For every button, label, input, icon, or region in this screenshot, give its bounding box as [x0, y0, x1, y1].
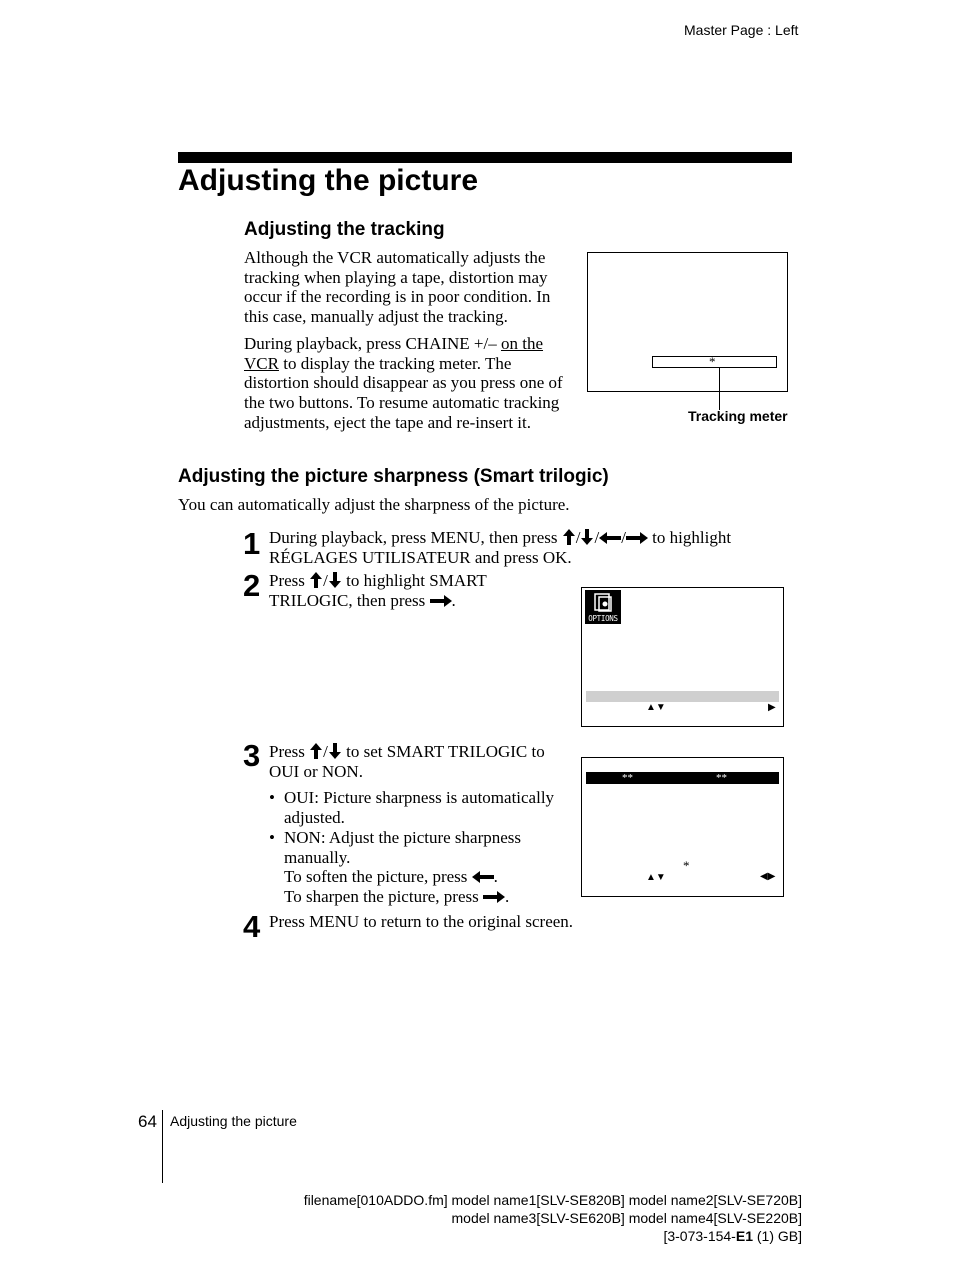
- bullet-non-text: NON: Adjust the picture sharpness manually.: [284, 828, 522, 867]
- step-3-line-2: OUI or NON.: [269, 762, 363, 781]
- bullet-non: [269, 828, 559, 867]
- tracking-paragraph-2: [244, 334, 574, 433]
- tracking-paragraph-1: Although the VCR automatically adjusts the tracking when playing a tape, distortion may occur if the recording is in poor condition. In this case, manually adjust the tracking.: [244, 248, 551, 327]
- down-arrow-icon: [328, 572, 342, 588]
- tracking-meter-caption: Tracking meter: [688, 408, 788, 424]
- step-4-text: Press MENU to return to the original screen.: [269, 912, 574, 931]
- left-arrow-icon: [599, 531, 621, 545]
- step-number-2: 2: [243, 568, 261, 603]
- footer-filename-line: filename[010ADDO.fm] model name1[SLV-SE820B] model name2[SLV-SE720B]: [303, 1192, 802, 1208]
- page-title: Adjusting the picture: [178, 164, 478, 197]
- part-number-suffix: (1) GB]: [752, 1228, 802, 1244]
- bullet-oui: [269, 788, 559, 827]
- step-2-text-d: .: [451, 591, 456, 610]
- options-icon-label: OPTIONS: [588, 614, 618, 623]
- bullet-oui-text: OUI: Picture sharpness is automatically adjusted.: [284, 788, 555, 827]
- bullet-dot: •: [269, 788, 275, 807]
- sharpen-instruction: [284, 887, 509, 907]
- step-1-line-1: During playback, press MENU, then press / / / to highlight: [269, 528, 732, 547]
- vcr-link-text: VCR: [244, 353, 279, 373]
- step-3-text-a: Press: [269, 742, 310, 761]
- bullet-dot: •: [269, 828, 275, 847]
- footer-part-number: [663, 1228, 802, 1244]
- on-the-link-text: on the: [500, 334, 544, 353]
- sharpness-intro: You can automatically adjust the sharpness of the picture.: [178, 495, 570, 514]
- step-2-text-a: Press: [269, 571, 310, 590]
- sharpen-period: .: [504, 887, 510, 906]
- footer-section-title: Adjusting the picture: [170, 1113, 297, 1129]
- master-page-label: Master Page : Left: [684, 22, 799, 38]
- down-arrow-icon: [580, 529, 594, 545]
- soften-instruction: [284, 867, 498, 887]
- step-1-line-2: RÉGLAGES UTILISATEUR and press OK.: [269, 548, 572, 567]
- step-3-text-b: to set SMART TRILOGIC to: [341, 742, 545, 761]
- tracking-heading: Adjusting the tracking: [244, 219, 445, 240]
- right-nav-icon: ▶: [768, 702, 776, 713]
- menu-highlight-row: [586, 691, 779, 702]
- part-number-edition: E1: [735, 1228, 753, 1244]
- up-arrow-icon: [309, 572, 323, 588]
- step-number-1: 1: [243, 526, 261, 561]
- left-arrow-icon: [472, 870, 494, 884]
- right-arrow-icon: [483, 890, 505, 904]
- tracking-paragraph-2-start: During playback, press CHAINE +/–: [244, 334, 501, 353]
- step-1-text-b: to highlight: [647, 528, 732, 547]
- step-2-line-1: Press / to highlight SMART: [269, 571, 487, 590]
- step-number-4: 4: [243, 909, 261, 944]
- down-arrow-icon: [328, 743, 342, 759]
- footer-model-line: model name3[SLV-SE620B] model name4[SLV-SE220B]: [451, 1210, 802, 1226]
- right-arrow-icon: [626, 531, 648, 545]
- title-bar-right-marks: **: [716, 772, 727, 784]
- title-rule: [178, 152, 792, 163]
- step-2-line-2: [269, 591, 456, 611]
- step-number-3: 3: [243, 738, 261, 773]
- step-2-text-c: TRILOGIC, then press: [269, 591, 430, 610]
- sharpness-heading: Adjusting the picture sharpness (Smart trilogic): [178, 466, 609, 487]
- vcr-cassette-icon: [585, 590, 621, 614]
- page-number: 64: [138, 1112, 157, 1131]
- left-right-nav-icon: ◀▶: [760, 871, 776, 882]
- right-arrow-icon: [430, 594, 452, 608]
- soften-text: To soften the picture, press: [284, 867, 472, 886]
- step-1-text-a: During playback, press MENU, then press: [269, 528, 562, 547]
- footer-divider: [162, 1110, 163, 1183]
- step-2-text-b: to highlight SMART: [341, 571, 487, 590]
- up-arrow-icon: [562, 529, 576, 545]
- caption-leader-line: [719, 368, 720, 410]
- up-arrow-icon: [309, 743, 323, 759]
- screen-title-bar: [586, 772, 779, 784]
- tracking-paragraph-2-end: to display the tracking meter. The distortion should disappear as you press one of the two buttons. To resume automatic tracking adjustments, eject the tape and re-insert it.: [244, 353, 563, 432]
- step-3-line-1: Press / to set SMART TRILOGIC to: [269, 742, 545, 761]
- sharpen-text: To sharpen the picture, press: [284, 887, 483, 906]
- tracking-meter-marker: *: [709, 354, 716, 369]
- up-down-nav-icon: ▲▼: [646, 872, 666, 883]
- setting-marker: *: [683, 858, 690, 873]
- tracking-screen-illustration: [587, 252, 788, 392]
- title-bar-left-marks: **: [622, 772, 633, 784]
- soften-period: .: [493, 867, 498, 886]
- up-down-nav-icon: ▲▼: [646, 702, 666, 713]
- part-number-prefix: [3-073-154-: [663, 1228, 736, 1244]
